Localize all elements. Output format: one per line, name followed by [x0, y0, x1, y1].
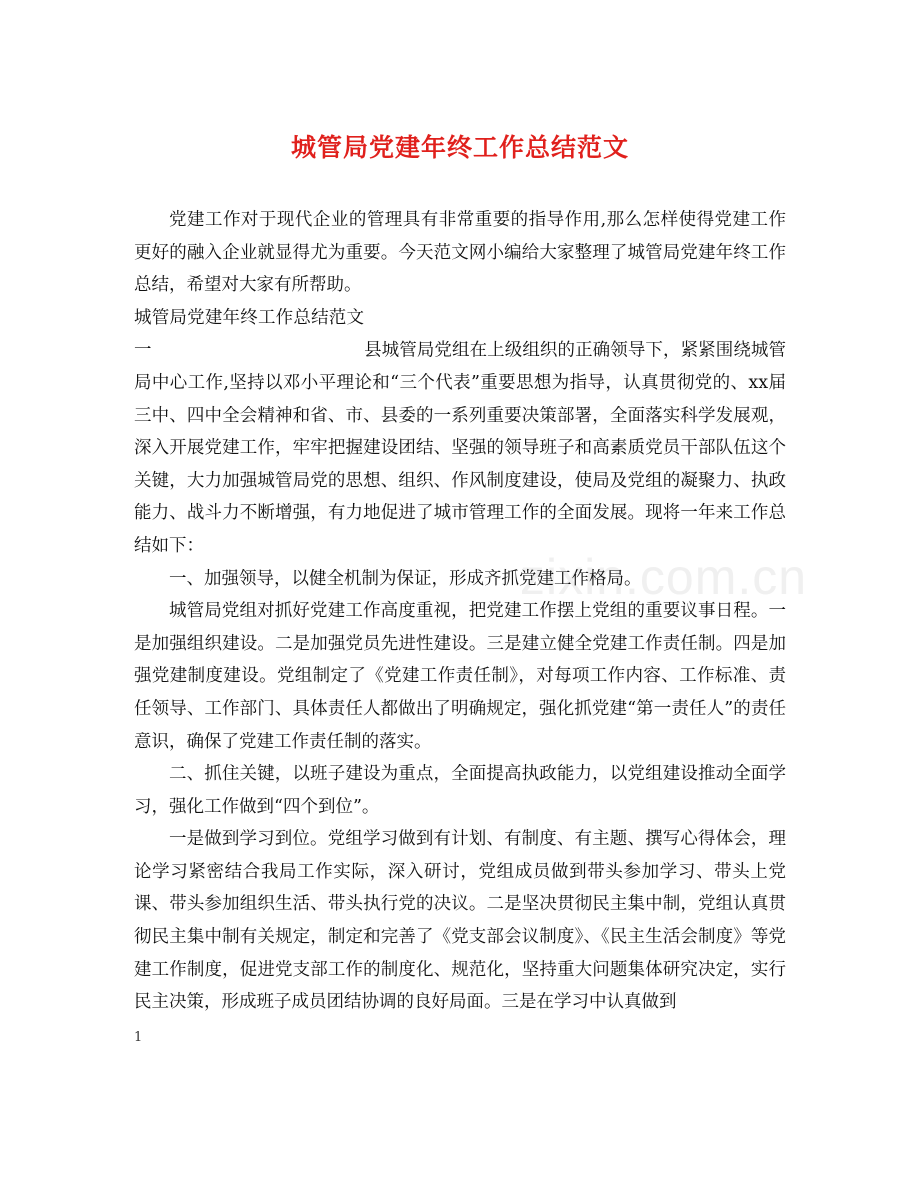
point2-heading: 二、抓住关键，以班子建设为重点，全面提高执政能力，以党组建设推动全面学习，强化工作做到“四个到位”。 [134, 764, 786, 817]
watermark: zixin.com.cn [520, 549, 808, 605]
section1-heading: 城管局党建年终工作总结范文一 [134, 307, 364, 361]
section1-paragraph [134, 302, 786, 563]
document-body [134, 204, 786, 1019]
section1-text: 县城管局党组在上级组织的正确领导下，紧紧围绕城管局中心工作,坚持以邓小平理论和“三个代表”重要思想为指导，认真贯彻党的、xx届三中、四中全会精神和省、市、县委的一系列重要决策部署，全面落实科学发展观，深入开展党建工作，牢牢把握建设团结、坚强的领导班子和高素质党员干部队伍这个关键，大力加强城管局党的思想、组织、作风制度建设，使局及党组的凝聚力、执政能力、战斗力不断增强，有力地促进了城市管理工作的全面发展。现将一年来工作总结如下： [134, 340, 786, 556]
point1-heading: 一、加强领导，以健全机制为保证，形成齐抓党建工作格局。 [169, 568, 642, 589]
page-number: 1 [134, 1030, 143, 1045]
document-title: 城管局党建年终工作总结范文 [290, 133, 629, 162]
intro-paragraph: 党建工作对于现代企业的管理具有非常重要的指导作用,那么怎样使得党建工作更好的融入企业就显得尤为重要。今天范文网小编给大家整理了城管局党建年终工作总结，希望对大家有所帮助。 [134, 210, 786, 296]
point1-paragraph: 城管局党组对抓好党建工作高度重视，把党建工作摆上党组的重要议事日程。一是加强组织建设。二是加强党员先进性建设。三是建立健全党建工作责任制。四是加强党建制度建设。党组制定了《党建工作责任制》，对每项工作内容、工作标准、责任领导、工作部门、具体责任人都做出了明确规定，强化抓党建“第一责任人”的责任意识，确保了党建工作责任制的落实。 [134, 601, 786, 752]
point2-paragraph: 一是做到学习到位。党组学习做到有计划、有制度、有主题、撰写心得体会，理论学习紧密结合我局工作实际，深入研讨，党组成员做到带头参加学习、带头上党课、带头参加组织生活、带头执行党的决议。二是坚决贯彻民主集中制，党组认真贯彻民主集中制有关规定，制定和完善了《党支部会议制度》、《民主生活会制度》等党建工作制度，促进党支部工作的制度化、规范化，坚持重大问题集体研究决定，实行民主决策，形成班子成员团结协调的良好局面。三是在学习中认真做到 [134, 829, 786, 1013]
